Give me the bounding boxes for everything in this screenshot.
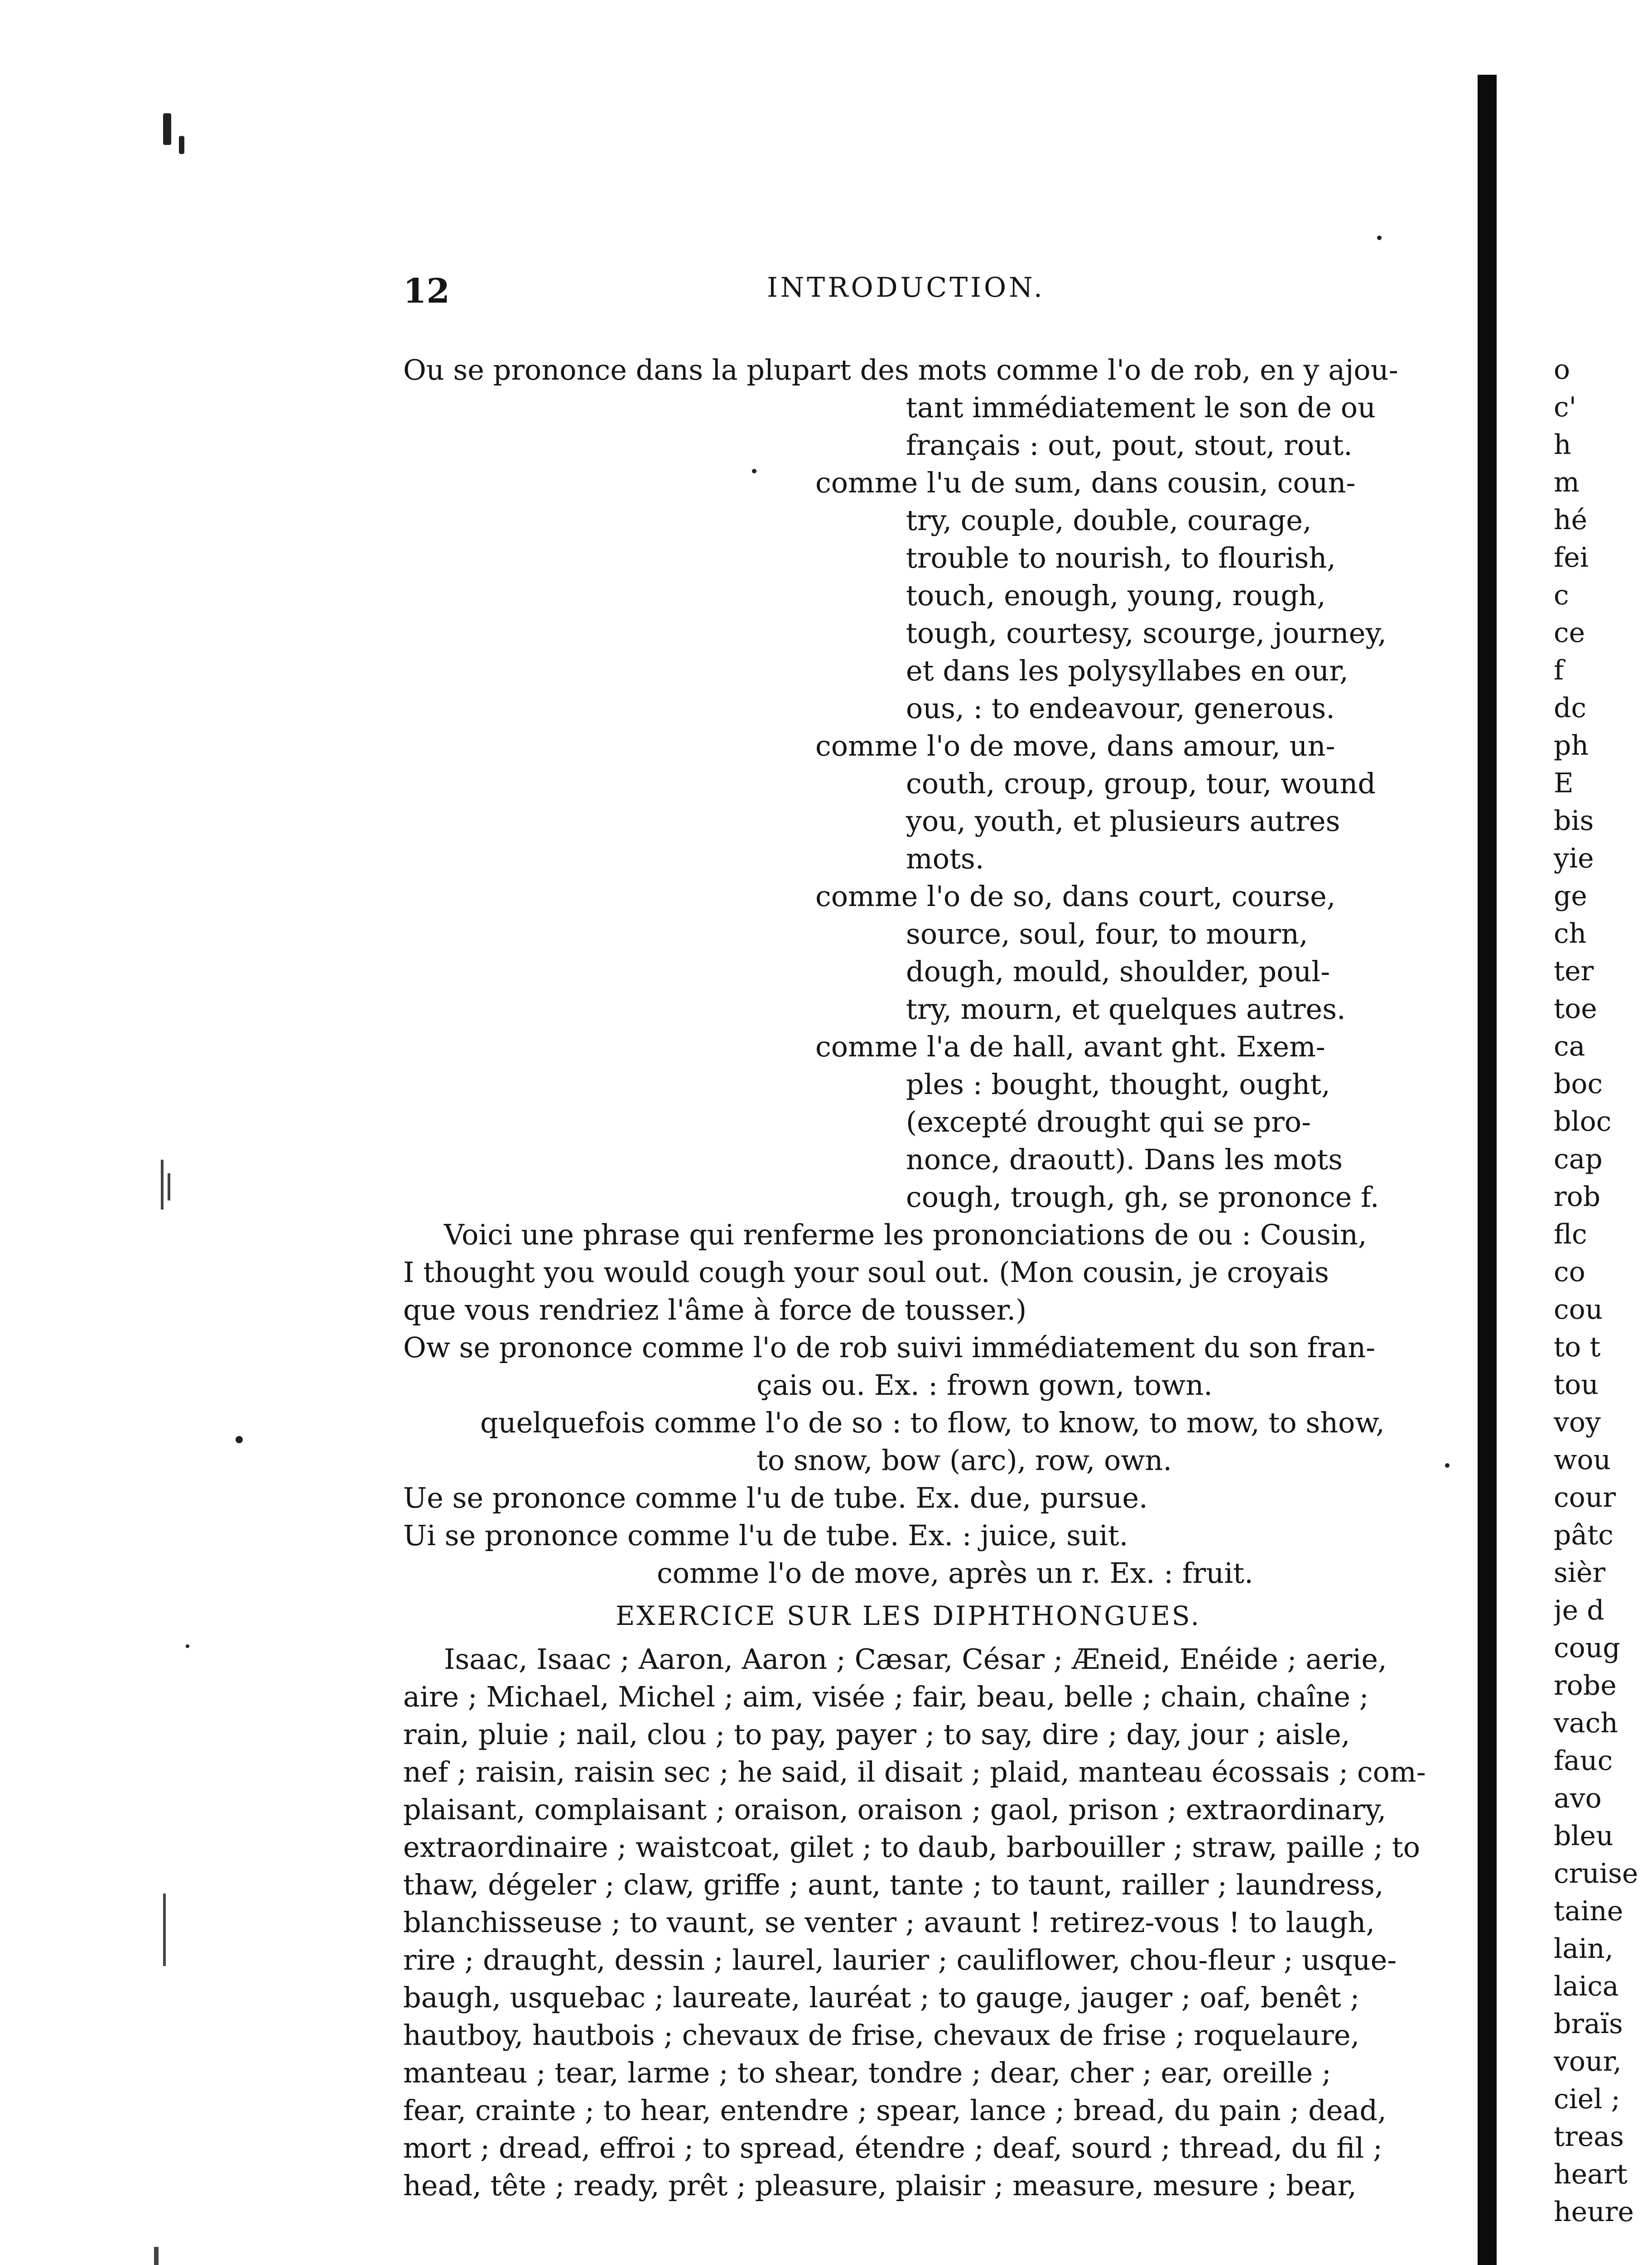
section-title: EXERCICE SUR LES DIPHTHONGUES. xyxy=(615,1600,1201,1631)
text-line: hautboy, hautbois ; chevaux de frise, chevaux de frise ; roquelaure, xyxy=(403,2019,1360,2052)
adjacent-page-fragment: ce xyxy=(1554,617,1585,649)
text-line: head, tête ; ready, prêt ; pleasure, plaisir ; measure, mesure ; bear, xyxy=(403,2169,1357,2202)
text-line: nonce, draoutt). Dans les mots xyxy=(906,1143,1343,1176)
text-line: plaisant, complaisant ; oraison, oraison ; gaol, prison ; extraordinary, xyxy=(403,1793,1387,1826)
adjacent-page-fragment: vach xyxy=(1554,1707,1618,1739)
adjacent-page-fragment: lain, xyxy=(1554,1933,1613,1965)
text-line: Ue se prononce comme l'u de tube. Ex. due, pursue. xyxy=(403,1481,1148,1514)
adjacent-page-fragment: taine xyxy=(1554,1895,1623,1927)
adjacent-page-fragment: ter xyxy=(1554,955,1594,987)
text-line: que vous rendriez l'âme à force de tousser.) xyxy=(403,1293,1027,1326)
text-line: nef ; raisin, raisin sec ; he said, il disait ; plaid, manteau écossais ; com- xyxy=(403,1755,1426,1788)
text-line: Ou se prononce dans la plupart des mots comme l'o de rob, en y ajou- xyxy=(403,353,1398,386)
text-line: extraordinaire ; waistcoat, gilet ; to daub, barbouiller ; straw, paille ; to xyxy=(403,1831,1421,1864)
text-line: rire ; draught, dessin ; laurel, laurier ; cauliflower, chou-fleur ; usque- xyxy=(403,1943,1397,1976)
text-line: mots. xyxy=(906,842,984,875)
adjacent-page-fragment: pâtc xyxy=(1554,1519,1613,1551)
text-line: comme l'o de move, après un r. Ex. : fruit. xyxy=(657,1557,1253,1590)
adjacent-page-fragment: E xyxy=(1554,767,1574,799)
adjacent-page-fragment: c' xyxy=(1554,391,1577,423)
text-line: Ow se prononce comme l'o de rob suivi immédiatement du son fran- xyxy=(403,1331,1376,1364)
adjacent-page-fragment: cour xyxy=(1554,1482,1616,1513)
text-line: aire ; Michael, Michel ; aim, visée ; fair, beau, belle ; chain, chaîne ; xyxy=(403,1680,1369,1713)
text-line: comme l'o de move, dans amour, un- xyxy=(815,729,1335,762)
adjacent-page-fragment: ph xyxy=(1554,730,1589,761)
adjacent-page-fragment: f xyxy=(1554,655,1564,686)
text-line: ous, : to endeavour, generous. xyxy=(906,692,1335,725)
adjacent-page-fragment: wou xyxy=(1554,1444,1611,1476)
text-line: français : out, pout, stout, rout. xyxy=(906,429,1353,462)
text-line: comme l'o de so, dans court, course, xyxy=(815,880,1336,913)
adjacent-page-fragment: rob xyxy=(1554,1181,1601,1213)
adjacent-page-fragment: to t xyxy=(1554,1331,1601,1363)
adjacent-page-fragment: yie xyxy=(1554,843,1594,874)
text-line: cough, trough, gh, se prononce f. xyxy=(906,1181,1379,1214)
text-line: try, couple, double, courage, xyxy=(906,504,1312,537)
text-line: dough, mould, shoulder, poul- xyxy=(906,955,1330,988)
adjacent-page-fragment: hé xyxy=(1554,504,1588,536)
text-line: (excepté drought qui se pro- xyxy=(906,1105,1311,1138)
adjacent-page-fragment: tou xyxy=(1554,1369,1599,1401)
adjacent-page-fragment: ciel ; xyxy=(1554,2083,1620,2115)
text-line: baugh, usquebac ; laureate, lauréat ; to gauge, jauger ; oaf, benêt ; xyxy=(403,1981,1360,2014)
adjacent-page-fragment: h xyxy=(1554,429,1571,461)
text-line: mort ; dread, effroi ; to spread, étendre ; deaf, sourd ; thread, du fil ; xyxy=(403,2131,1382,2164)
text-line: to snow, bow (arc), row, own. xyxy=(756,1444,1172,1477)
running-title: INTRODUCTION. xyxy=(767,272,1045,304)
page-number: 12 xyxy=(403,272,450,311)
page-gutter-bar xyxy=(1478,75,1497,2265)
text-line: manteau ; tear, larme ; to shear, tondre ; dear, cher ; ear, oreille ; xyxy=(403,2056,1331,2089)
adjacent-page-fragment: bis xyxy=(1554,805,1594,837)
adjacent-page-fragment: avo xyxy=(1554,1783,1602,1814)
running-head xyxy=(403,272,1409,313)
text-line: tant immédiatement le son de ou xyxy=(906,391,1376,424)
text-line: you, youth, et plusieurs autres xyxy=(906,805,1340,838)
adjacent-page-fragment: cap xyxy=(1554,1143,1603,1175)
adjacent-page-fragment: bleu xyxy=(1554,1820,1613,1852)
text-line: fear, crainte ; to hear, entendre ; spear, lance ; bread, du pain ; dead, xyxy=(403,2094,1387,2127)
text-line: et dans les polysyllabes en our, xyxy=(906,654,1349,687)
adjacent-page-fragment: c xyxy=(1554,579,1569,611)
adjacent-page-fragment: heart xyxy=(1554,2159,1628,2190)
text-line: comme l'a de hall, avant ght. Exem- xyxy=(815,1030,1325,1063)
text-line: trouble to nourish, to flourish, xyxy=(906,541,1336,574)
text-line: çais ou. Ex. : frown gown, town. xyxy=(756,1369,1213,1402)
text-line: Ui se prononce comme l'u de tube. Ex. : juice, suit. xyxy=(403,1519,1128,1552)
adjacent-page-fragment: m xyxy=(1554,467,1580,498)
adjacent-page-fragment: je d xyxy=(1554,1595,1604,1626)
text-line: touch, enough, young, rough, xyxy=(906,579,1326,612)
adjacent-page-fragment: vour, xyxy=(1554,2046,1622,2077)
page-text xyxy=(403,351,1426,2204)
adjacent-page-fragment: treas xyxy=(1554,2121,1624,2153)
text-line: source, soul, four, to mourn, xyxy=(906,917,1308,950)
text-line: Voici une phrase qui renferme les prononciations de ou : Cousin, xyxy=(444,1218,1367,1251)
adjacent-page-fragment: voy xyxy=(1554,1407,1601,1438)
text-line: comme l'u de sum, dans cousin, coun- xyxy=(815,466,1356,499)
adjacent-page-fragment: ch xyxy=(1554,918,1587,949)
adjacent-page-fragment: fauc xyxy=(1554,1745,1613,1777)
adjacent-page-fragment: dc xyxy=(1554,692,1587,724)
adjacent-page-fragment: heure xyxy=(1554,2196,1634,2228)
adjacent-page-fragment: ge xyxy=(1554,880,1587,912)
adjacent-page-fragment: o xyxy=(1554,354,1570,386)
text-line: thaw, dégeler ; claw, griffe ; aunt, tante ; to taunt, railler ; laundress, xyxy=(403,1868,1384,1901)
text-line: try, mourn, et quelques autres. xyxy=(906,993,1346,1026)
text-line: ples : bought, thought, ought, xyxy=(906,1068,1330,1101)
adjacent-page-fragment: toe xyxy=(1554,993,1597,1025)
adjacent-page-fragment: co xyxy=(1554,1256,1585,1288)
text-line: I thought you would cough your soul out. (Mon cousin, je croyais xyxy=(403,1256,1329,1289)
text-line: Isaac, Isaac ; Aaron, Aaron ; Cæsar, César ; Æneid, Enéide ; aerie, xyxy=(444,1643,1387,1676)
adjacent-page-fragments xyxy=(1554,351,1652,2231)
text-line: quelquefois comme l'o de so : to flow, to know, to mow, to show, xyxy=(480,1406,1385,1439)
adjacent-page-fragment: laica xyxy=(1554,1971,1619,2002)
adjacent-page-fragment: boc xyxy=(1554,1068,1603,1100)
adjacent-page-fragment: flc xyxy=(1554,1219,1587,1250)
gutter-scan-marks xyxy=(136,1160,172,2265)
text-line: tough, courtesy, scourge, journey, xyxy=(906,617,1387,650)
adjacent-page-fragment: cruise xyxy=(1554,1858,1638,1889)
adjacent-page-fragment: coug xyxy=(1554,1632,1620,1664)
adjacent-page-fragment: fei xyxy=(1554,542,1589,573)
text-line: blanchisseuse ; to vaunt, se venter ; avaunt ! retirez-vous ! to laugh, xyxy=(403,1906,1375,1939)
text-line: couth, croup, group, tour, wound xyxy=(906,767,1376,800)
text-line: rain, pluie ; nail, clou ; to pay, payer ; to say, dire ; day, jour ; aisle, xyxy=(403,1718,1350,1751)
adjacent-page-fragment: robe xyxy=(1554,1670,1617,1701)
adjacent-page-fragment: braïs xyxy=(1554,2008,1623,2040)
adjacent-page-fragment: cou xyxy=(1554,1294,1603,1325)
adjacent-page-fragment: sièr xyxy=(1554,1557,1606,1589)
adjacent-page-fragment: bloc xyxy=(1554,1106,1612,1137)
adjacent-page-fragment: ca xyxy=(1554,1031,1585,1062)
